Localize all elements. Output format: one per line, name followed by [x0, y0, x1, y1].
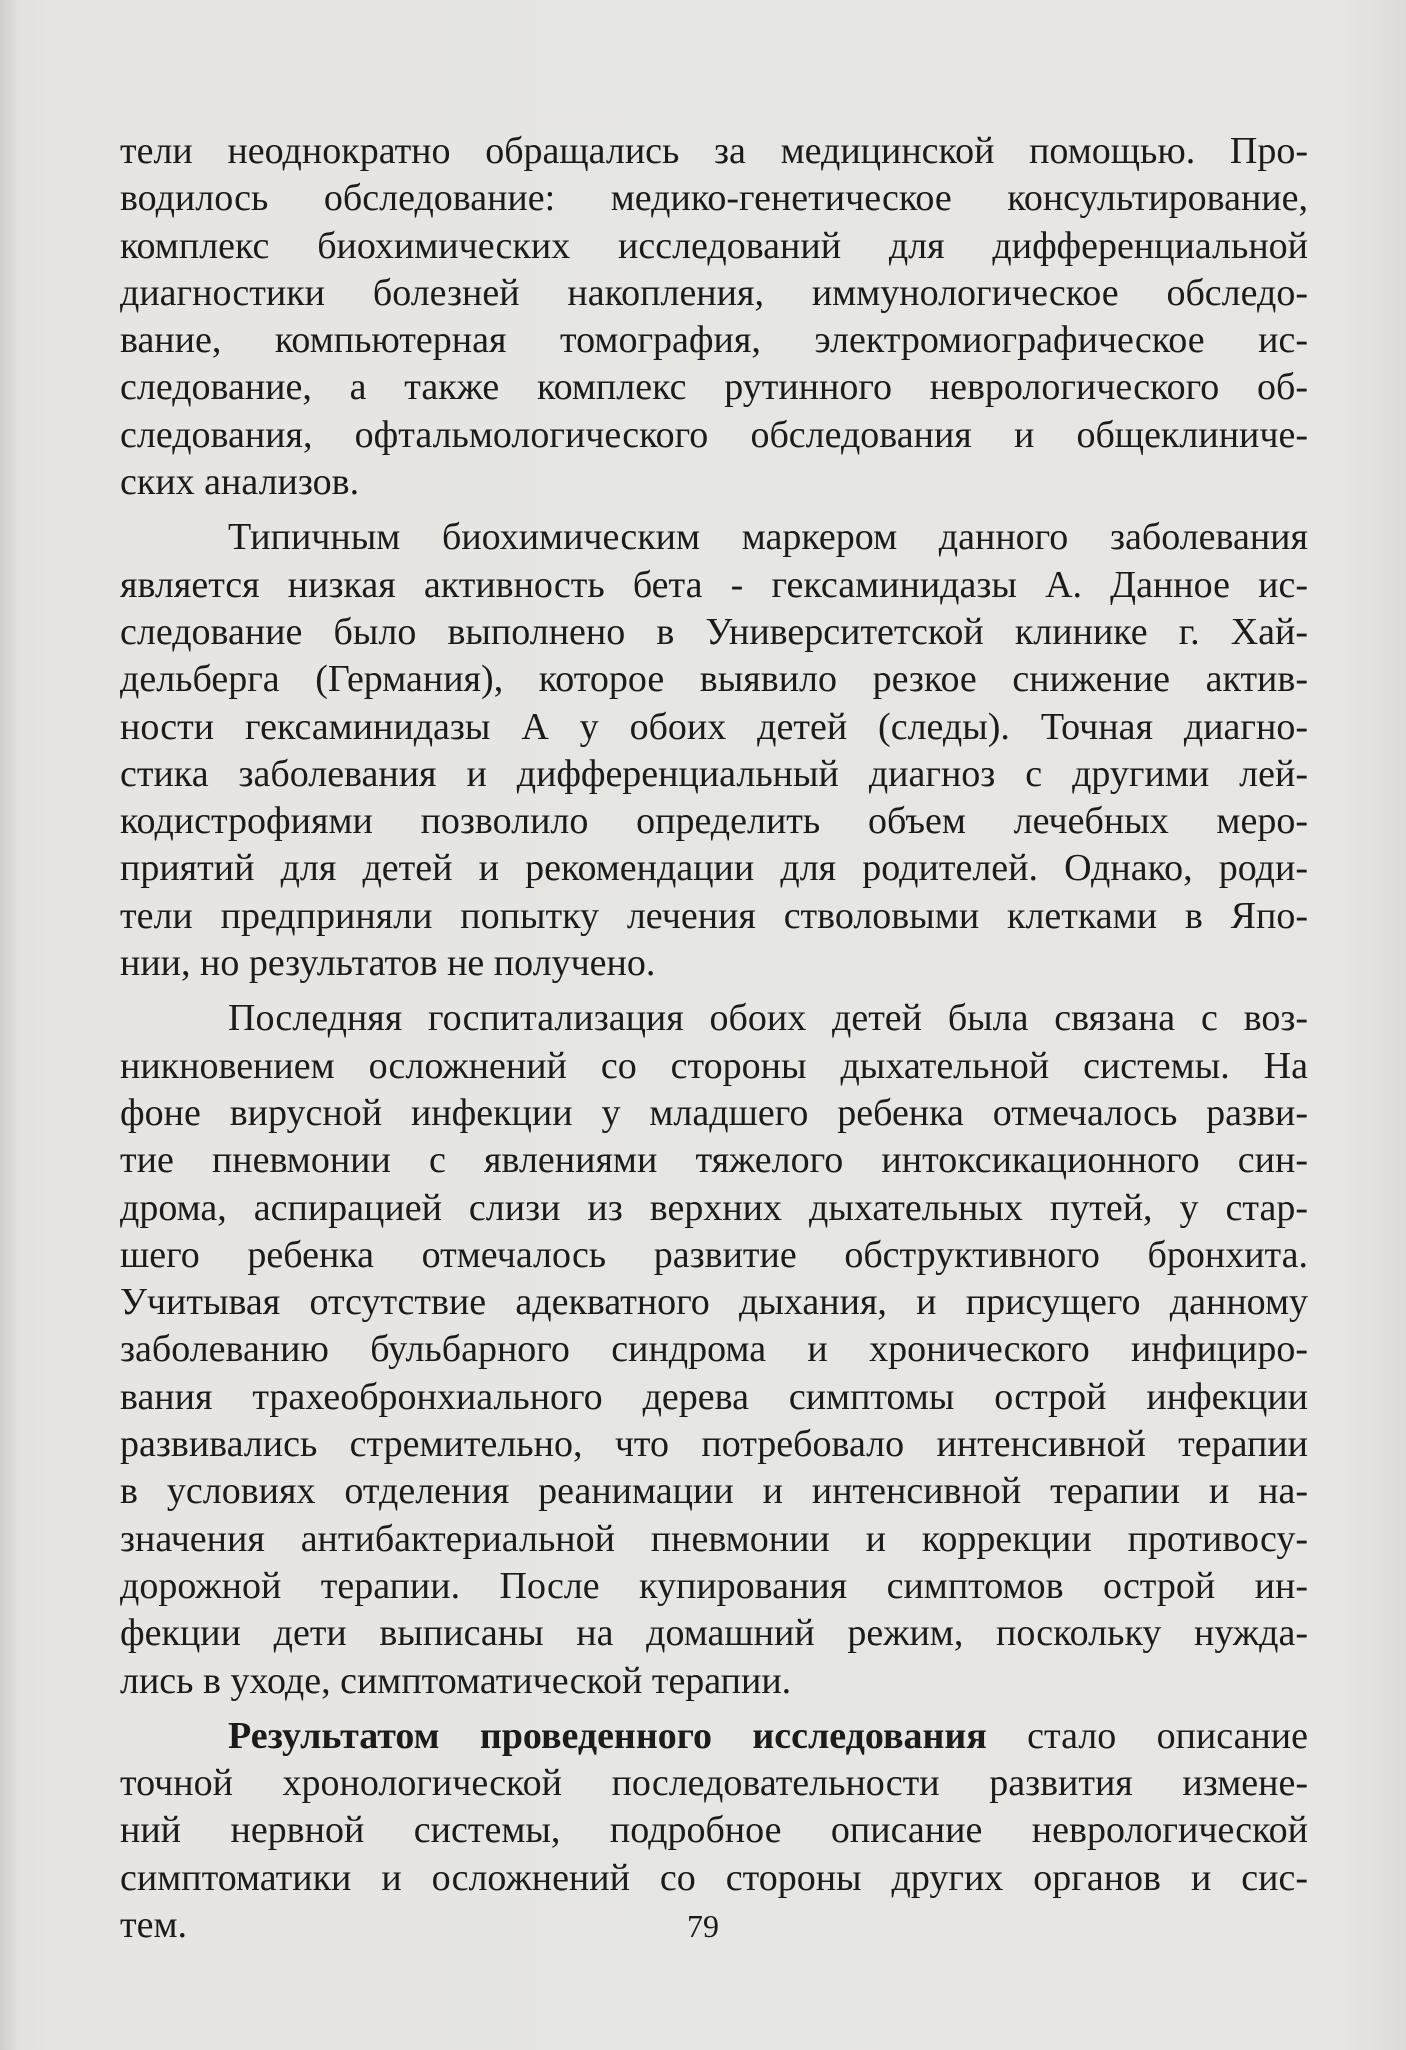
text-line: дорожной терапии. После купирования симптомов острой ин-: [120, 1564, 1308, 1607]
text-line: [120, 1713, 1308, 1760]
text-line: кодистрофиями позволило определить объем лечебных меро-: [120, 800, 1308, 843]
text-line: нии, но результатов не получено.: [120, 942, 656, 985]
text-line: вание, компьютерная томография, электромиографическое ис-: [120, 319, 1308, 362]
text-line: ности гексаминидазы А у обоих детей (следы). Точная диагно-: [120, 705, 1308, 748]
text-line: развивались стремительно, что потребовало интенсивной терапии: [120, 1423, 1308, 1466]
text-line: лись в уходе, симптоматической терапии.: [120, 1659, 792, 1702]
text-line: следования, офтальмологического обследования и общеклиниче-: [120, 413, 1308, 456]
page-number: 79: [687, 1908, 719, 1944]
text-line: Последняя госпитализация обоих детей была связана с воз-: [228, 997, 1308, 1040]
text-line: следование, а также комплекс рутинного неврологического об-: [120, 366, 1308, 409]
text-line: тели неоднократно обращались за медицинской помощью. Про-: [120, 130, 1308, 172]
text-line: диагностики болезней накопления, иммунологическое обследо-: [120, 271, 1308, 314]
text-line: фекции дети выписаны на домашний режим, поскольку нужда-: [120, 1612, 1308, 1655]
result-lead-rest: стало описание: [986, 1714, 1308, 1757]
text-line: ских анализов.: [120, 461, 360, 504]
text-line: дрома, аспирацией слизи из верхних дыхательных путей, у стар-: [120, 1186, 1308, 1229]
paragraph: [120, 514, 1308, 987]
text-line: приятий для детей и рекомендации для родителей. Однако, роди-: [120, 847, 1308, 890]
text-line: заболеванию бульбарного синдрома и хронического инфициро-: [120, 1328, 1308, 1371]
paragraph: [120, 995, 1308, 1704]
text-line: значения антибактериальной пневмонии и коррекции противосу-: [120, 1517, 1308, 1560]
text-line: следование было выполнено в Университетской клинике г. Хай-: [120, 610, 1308, 653]
text-line: тели предприняли попытку лечения стволовыми клетками в Япо-: [120, 894, 1308, 937]
body-text: [120, 128, 1308, 1949]
text-line: тем.: [120, 1903, 188, 1946]
text-line: вания трахеобронхиального дерева симптомы острой инфекции: [120, 1375, 1308, 1418]
text-line: никновением осложнений со стороны дыхательной системы. На: [120, 1044, 1308, 1087]
text-line: ний нервной системы, подробное описание неврологической: [120, 1809, 1308, 1852]
result-lead: Результатом проведенного исследования: [228, 1714, 987, 1757]
text-line: симптоматики и осложнений со стороны других органов и сис-: [120, 1856, 1308, 1899]
text-line: стика заболевания и дифференциальный диагноз с другими лей-: [120, 752, 1308, 795]
text-line: точной хронологической последовательности развития измене-: [120, 1762, 1308, 1805]
text-line: шего ребенка отмечалось развитие обструктивного бронхита.: [120, 1233, 1308, 1276]
text-line: Типичным биохимическим маркером данного заболевания: [228, 516, 1308, 559]
text-line: фоне вирусной инфекции у младшего ребенка отмечалось разви-: [120, 1091, 1308, 1134]
text-line: водилось обследование: медико-генетическое консультирование,: [120, 177, 1308, 220]
paragraph: [120, 128, 1308, 506]
text-line: в условиях отделения реанимации и интенсивной терапии и на-: [120, 1470, 1308, 1513]
text-line: Учитывая отсутствие адекватного дыхания, и присущего данному: [120, 1281, 1308, 1324]
text-line: комплекс биохимических исследований для дифференциальной: [120, 224, 1308, 267]
text-line: тие пневмонии с явлениями тяжелого интоксикационного син-: [120, 1139, 1308, 1182]
text-line: дельберга (Германия), которое выявило резкое снижение актив-: [120, 658, 1308, 701]
text-line: является низкая активность бета - гексаминидазы А. Данное ис-: [120, 563, 1308, 606]
